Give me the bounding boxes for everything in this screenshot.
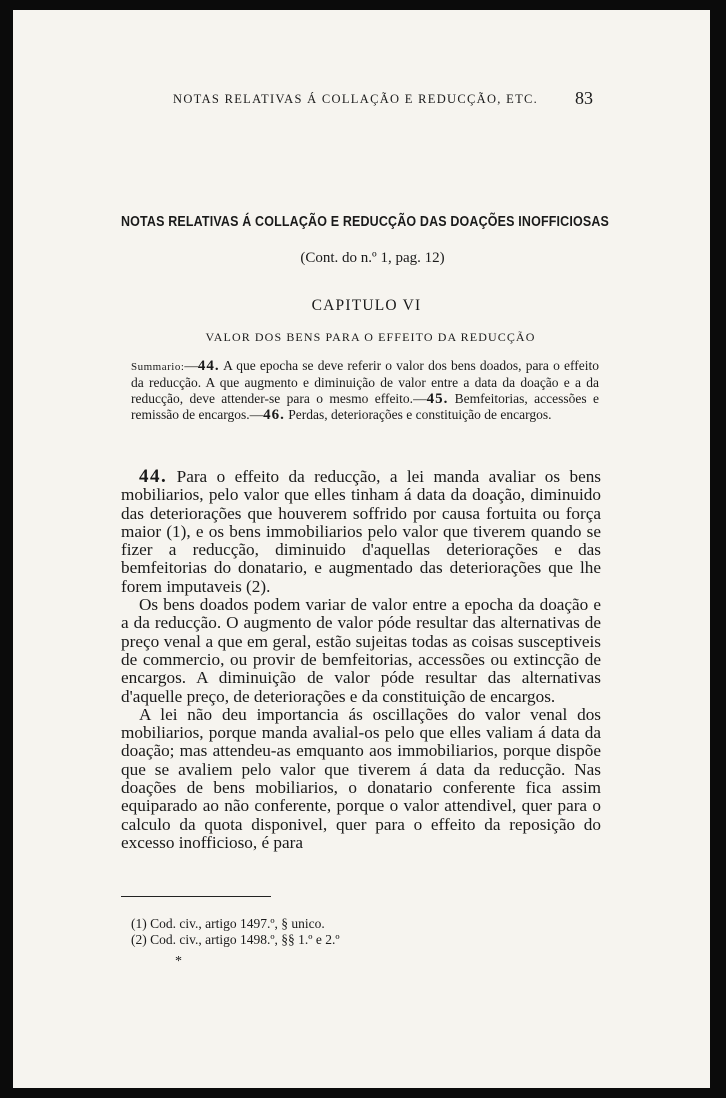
continuation-note: (Cont. do n.º 1, pag. 12) [300, 250, 445, 266]
footnotes [131, 916, 531, 948]
chapter-subtitle: VALOR DOS BENS PARA O EFFEITO DA REDUCÇÃO [205, 330, 536, 344]
footnote-rule [121, 896, 271, 897]
summary-section-number: 46. [263, 407, 285, 423]
summary-dash: — [249, 407, 264, 422]
paragraph-text: Para o effeito da reducção, a lei manda avaliar os bens mobiliarios, pelo valor que elles tinham á data da doação, diminuido das deteriorações que houverem soffrido por causa fortuita ou força maior (1), e os bens immobiliarios pelo valor que tiverem quando se fizer a reducção, diminuido d'aquellas deteriorações e das bemfeitorias do donatario, e augmentado das deteriorações que lhe forem imputaveis (2). [121, 467, 601, 596]
summary-dash: — [413, 391, 427, 406]
summary-section-text: Bemfeitorias, accessões e remissão de encargos. [131, 391, 599, 422]
chapter-heading: CAPITULO VI [311, 297, 422, 314]
paragraph: Os bens doados podem variar de valor entre a epocha da doação e a da reducção. O augmento de valor póde resultar das alternativas de preço venal a que em geral, estão sujeitas todas as coisas susceptiveis de commercio, ou provir de bemfeitorias, accessões ou extincção de encargos. A diminuição de valor póde resultar das alternativas d'aquelle preço, de deteriorações e da constituição de encargos. [121, 595, 601, 706]
summary-section-number: 44. [197, 358, 220, 374]
summary-dash: — [184, 358, 198, 373]
chapter-summary [131, 358, 599, 423]
paragraph [121, 468, 601, 596]
page-number: 83 [575, 88, 593, 108]
printer-mark: * [175, 954, 182, 969]
main-text [121, 468, 601, 852]
section-number: 44. [139, 466, 168, 487]
article-title: NOTAS RELATIVAS Á COLLAÇÃO E REDUCÇÃO DAS DOAÇÕES INOFFICIOSAS [121, 214, 610, 230]
book-page [13, 10, 710, 1088]
footnote: (2) Cod. civ., artigo 1498.º, §§ 1.º e 2.º [131, 932, 340, 947]
paragraph: A lei não deu importancia ás oscillações do valor venal dos mobiliarios, porque manda avalial-os pelo que elles valiam á data da doação; mas attendeu-as emquanto aos immobiliarios, porque dispõe que se avaliem pelo valor que tiverem á data da reducção. Nas doações de bens mobiliarios, o donatario conferente fica assim equiparado ao não conferente, porque o valor attendivel, quer para o calculo da quota disponivel, quer para o effeito da reposição do excesso inofficioso, é para [121, 704, 601, 852]
footnote: (1) Cod. civ., artigo 1497.º, § unico. [131, 916, 325, 931]
summary-section-text: A que epocha se deve referir o valor dos bens doados, para o effeito da reducção. A que augmento e diminuição de valor entre a data da doação e a da reducção, deve attender-se para o mesmo effeito. [131, 358, 599, 406]
summary-label: Summario: [131, 361, 185, 373]
running-head: NOTAS RELATIVAS Á COLLAÇÃO E REDUCÇÃO, ETC. [173, 92, 539, 106]
summary-section-text: Perdas, deteriorações e constituição de encargos. [284, 407, 552, 422]
summary-section-number: 45. [426, 391, 449, 407]
